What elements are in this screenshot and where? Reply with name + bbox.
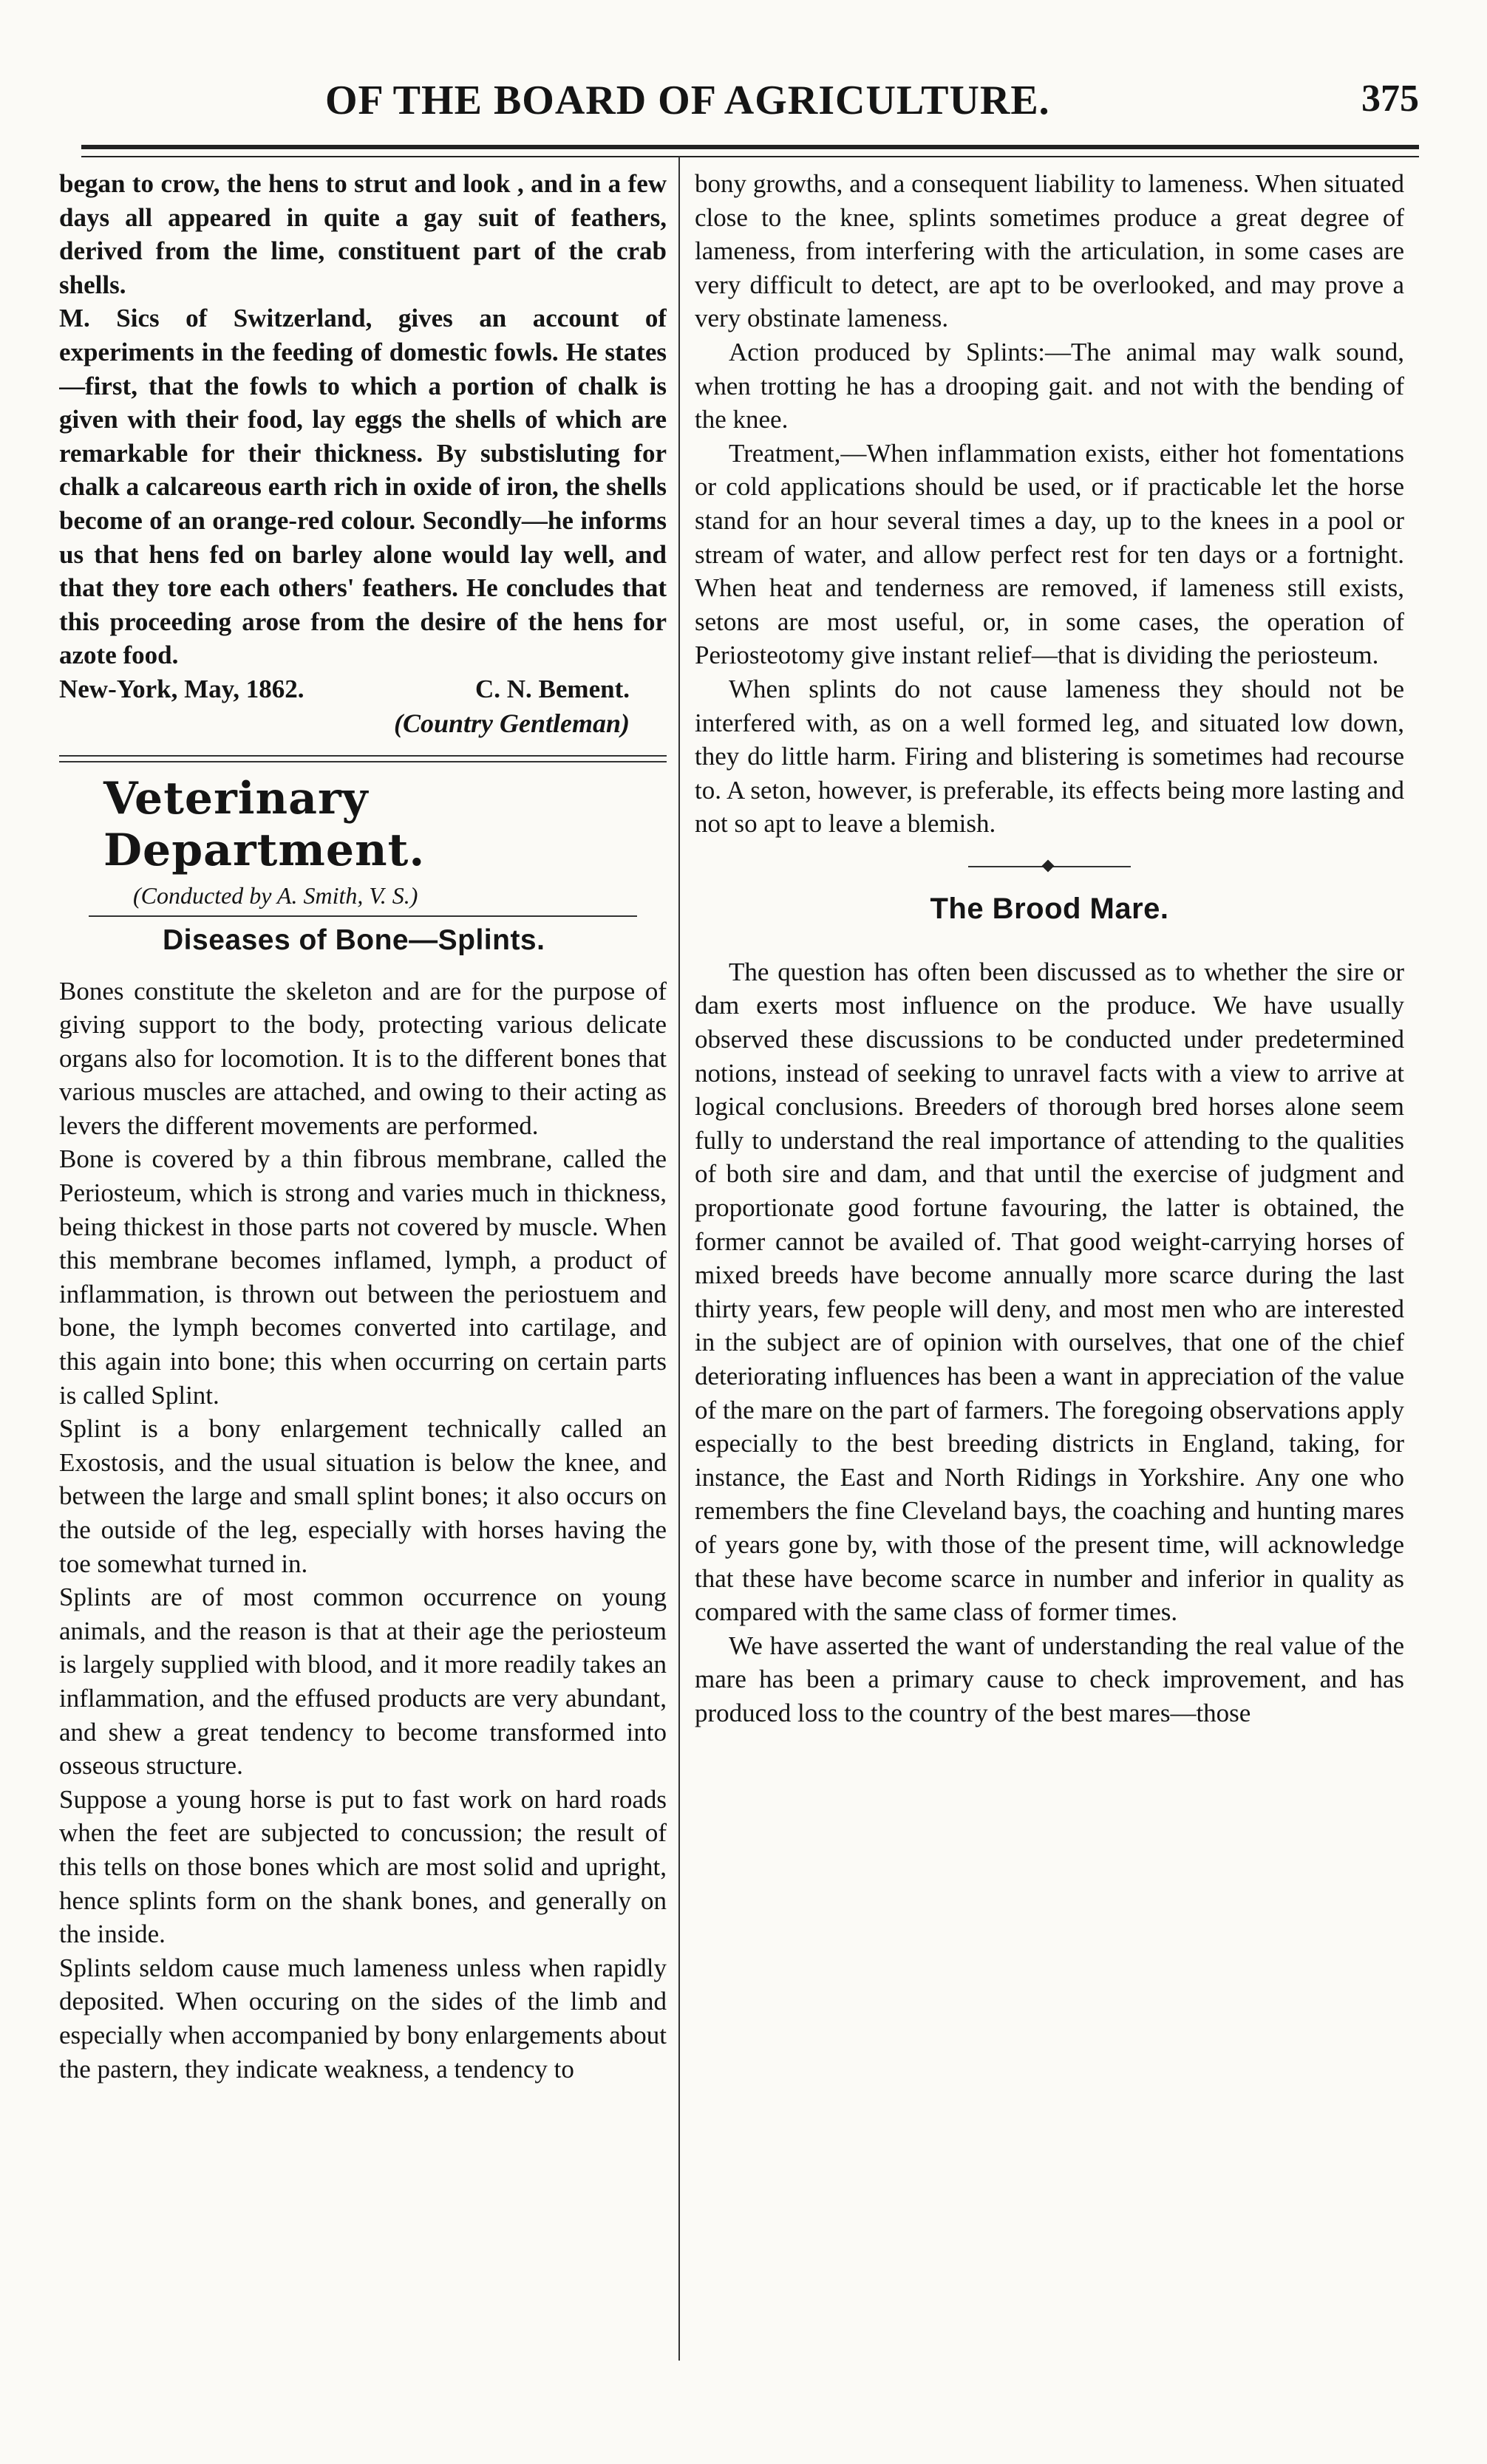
- left-column: [59, 167, 667, 2375]
- page-number: 375: [1361, 78, 1419, 120]
- signature-author: C. N. Bement.: [475, 674, 630, 703]
- running-title: OF THE BOARD OF AGRICULTURE.: [325, 78, 1050, 123]
- body-paragraph: Bones constitute the skeleton and are for the purpose of giving support to the body, protecting various delicate organs also for locomotion. It is to the different bones that various muscles are attached, and owing to their acting as levers the different movements are performed.: [59, 976, 667, 1140]
- place-date: New-York, May, 1862.: [59, 674, 304, 703]
- intro-paragraph: began to crow, the hens to strut and look , and in a few days all appeared in quite a gay suit of feathers, derived from the lime, constituent part of the crab shells.: [59, 169, 667, 299]
- body-paragraph: We have asserted the want of understanding the real value of the mare has been a primary cause to check improvement, and has produced loss to the country of the best mares—those: [695, 1631, 1404, 1727]
- body-paragraph: Splint is a bony enlargement technically called an Exostosis, and the usual situation is below the knee, and between the large and small splint bones; it also occurs on the outside of the leg, especially with horses having the toe somewhat turned in.: [59, 1414, 667, 1578]
- diamond-ornament-icon: [1042, 859, 1055, 872]
- body-paragraph: When splints do not cause lameness they should not be interfered with, as on a well formed leg, and situated low down, they do little harm. Firing and blistering is sometimes had recourse to. A seton, however, is preferable, its effects being more lasting and not so apt to leave a blemish.: [695, 674, 1404, 839]
- body-paragraph: bony growths, and a consequent liability to lameness. When situated close to the knee, splints sometimes produce a great degree of lameness, from interfering with the articulation, in some cases are very difficult to detect, are apt to be overlooked, and may prove a very obstinate lameness.: [695, 169, 1404, 333]
- heading-rule: [89, 915, 637, 917]
- body-paragraph: Action produced by Splints:—The animal may walk sound, when trotting he has a drooping gait. and not with the bending of the knee.: [695, 337, 1404, 434]
- header-rule: [81, 145, 1419, 157]
- signature-line: [59, 672, 667, 706]
- intro-paragraph: M. Sics of Switzerland, gives an account of experiments in the feeding of domestic fowls. He states—first, that the fowls to which a portion of chalk is given with their food, lay eggs the shells of which are remarkable for their thickness. By substisluting for chalk a calcareous earth rich in oxide of iron, the shells become of an orange-red colour. Secondly—he informs us that hens fed on barley alone would lay well, and that they tore each others' feathers. He concludes that this proceeding arose from the desire of the hens for azote food.: [59, 304, 667, 670]
- body-paragraph: Treatment,—When inflammation exists, either hot fomentations or cold applications should be used, or if practicable let the horse stand for an hour several times a day, up to the knees in a pool or stream of water, and allow perfect rest for ten days or a fortnight. When heat and tenderness are removed, if lameness still exists, setons are most useful, or, in some cases, the operation of Periosteotomy give instant relief—that is dividing the periosteum.: [695, 438, 1404, 670]
- section-divider: [59, 755, 667, 762]
- department-title: Veterinary Department.: [103, 772, 426, 876]
- page-header: [81, 77, 1419, 136]
- body-paragraph: The question has often been discussed as to whether the sire or dam exerts most influence on the produce. We have usually observed these discussions to be conducted under predetermined notions, instead of seeking to unravel facts with a view to arrive at logical conclusions. Breeders of thorough bred horses alone seem fully to understand the real importance of attending to the qualities of both sire and dam, and that until the exercise of judgment and proportionate good fortune favouring, the latter is obtained, the former cannot be availed of. That good weight-carrying horses of mixed breeds have become annually more scarce during the last thirty years, few people will deny, and most men who are interested in the subject are of opinion with ourselves, that one of the chief deteriorating influences has been a want in appreciation of the value of the mare on the part of farmers. The foregoing observations apply especially to the best breeding districts in England, taking, for instance, the East and North Ridings in Yorkshire. Any one who remembers the fine Cleveland bays, the coaching and hunting mares of years gone by, with those of the present time, will acknowledge that these have become scarce in number and inferior in quality as compared with the same class of former times.: [695, 957, 1404, 1627]
- ornament-divider: [968, 866, 1131, 867]
- body-paragraph: Bone is covered by a thin fibrous membrane, called the Periosteum, which is strong and varies much in thickness, being thickest in those parts not covered by muscle. When this membrane becomes inflamed, lymph, a product of inflammation, is thrown out between the periostuem and bone, the lymph becomes converted into cartilage, and this again into bone; this when occurring on certain parts is called Splint.: [59, 1144, 667, 1410]
- column-divider: [678, 157, 680, 2361]
- right-column: [695, 167, 1404, 2375]
- body-paragraph: Suppose a young horse is put to fast work on hard roads when the feet are subjected to concussion; the result of this tells on those bones which are most solid and upright, hence splints form on the shank bones, and generally on the inside.: [59, 1784, 667, 1949]
- conducted-by: (Conducted by A. Smith, V. S.): [133, 881, 418, 909]
- section-heading-brood-mare: The Brood Mare.: [930, 892, 1169, 925]
- body-paragraph: Splints are of most common occurrence on young animals, and the reason is that at their age the periosteum is largely supplied with blood, and it more readily takes an inflammation, and the effused products are very abundant, and shew a great tendency to become transformed into osseous structure.: [59, 1583, 667, 1781]
- source-credit: (Country Gentleman): [393, 708, 630, 738]
- section-heading-splints: Diseases of Bone—Splints.: [163, 924, 545, 956]
- body-paragraph: Splints seldom cause much lameness unless when rapidly deposited. When occuring on the sides of the limb and especially when accompanied by bony enlargements about the pastern, they indicate weakness, a tendency to: [59, 1953, 667, 2084]
